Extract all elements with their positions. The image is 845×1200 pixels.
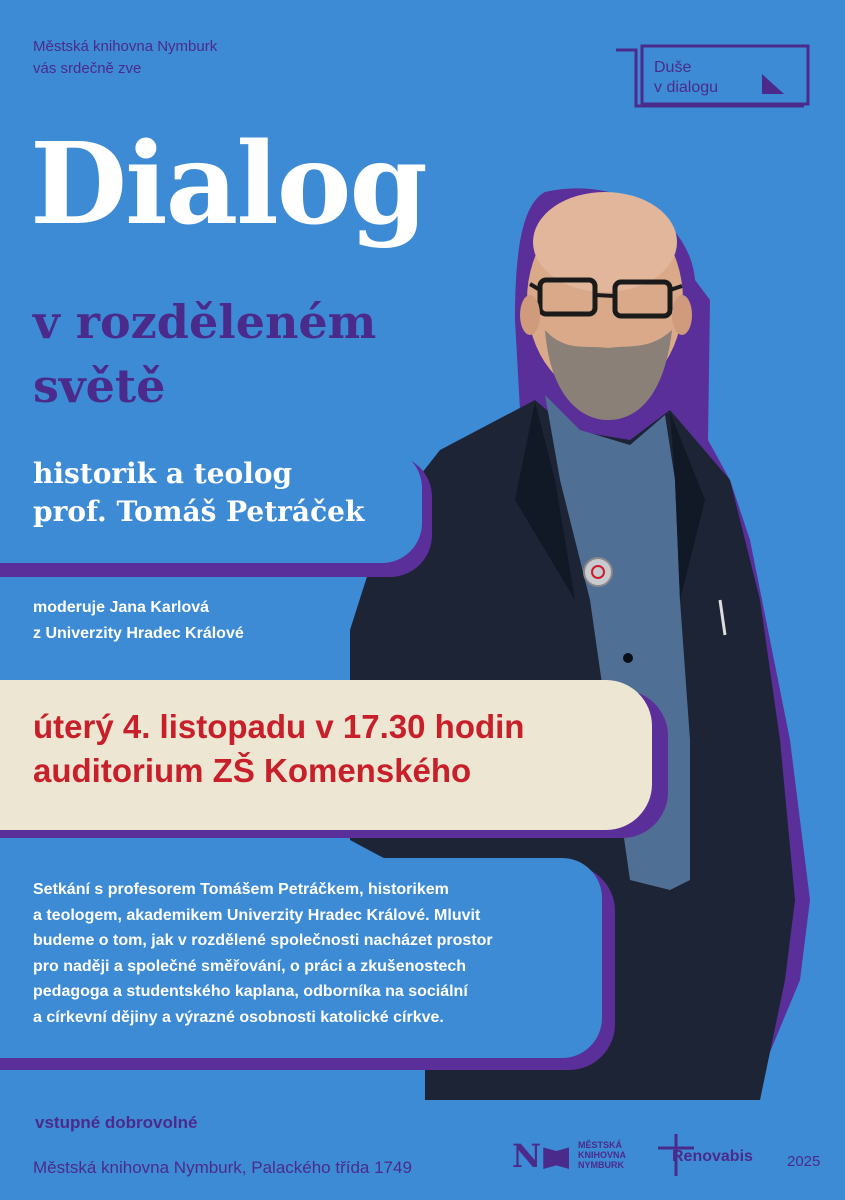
library-logo-line3: NYMBURK	[578, 1160, 624, 1170]
series-logo	[654, 58, 718, 98]
subtitle	[33, 290, 376, 418]
organizer-intro	[33, 36, 217, 80]
series-logo-line2: v dialogu	[654, 79, 719, 96]
library-logo-line1: MĚSTSKÁ	[578, 1140, 623, 1150]
event-details	[33, 705, 524, 793]
event-date: úterý 4. listopadu v 17.30 hodin	[33, 708, 525, 745]
description-line: a teologem, akademikem Univerzity Hradec Králové. Mluvit	[33, 906, 481, 924]
library-logo-mark	[512, 1137, 569, 1175]
library-logo-line2: KNIHOVNA	[578, 1150, 627, 1160]
event-venue: auditorium ZŠ Komenského	[33, 752, 472, 789]
description-line: budeme o tom, jak v rozdělené společnosti nacházet prostor	[33, 932, 493, 949]
speaker-name: prof. Tomáš Petráček	[33, 495, 365, 528]
description-line: a církevní dějiny a výrazné osobnosti katolické církve.	[33, 1008, 444, 1026]
subtitle-line2: světě	[33, 359, 166, 413]
library-logo-letter: N	[512, 1137, 542, 1175]
moderator-name: moderuje Jana Karlová	[33, 599, 210, 616]
description	[33, 877, 593, 1030]
admission-note: vstupné dobrovolné	[35, 1113, 198, 1132]
partner-logo: Renovabis	[672, 1148, 753, 1165]
venue-address: Městská knihovna Nymburk, Palackého třída 1749	[33, 1158, 412, 1177]
subtitle-line1: v rozděleném	[33, 295, 377, 349]
organizer-name: Městská knihovna Nymburk	[33, 38, 218, 55]
library-logo-text	[578, 1140, 626, 1170]
moderator-affiliation: z Univerzity Hradec Králové	[33, 625, 244, 642]
description-line: Setkání s profesorem Tomášem Petráčkem, historikem	[33, 881, 449, 898]
series-logo-line1: Duše	[654, 59, 692, 76]
speaker-role: historik a teolog	[33, 457, 293, 490]
speaker-info	[33, 455, 364, 531]
book-icon	[543, 1145, 569, 1169]
year: 2025	[787, 1153, 821, 1170]
moderator-info	[33, 595, 244, 647]
description-line: pro naději a společné směřování, o práci a zkušenostech	[33, 957, 467, 975]
description-line: pedagoga a studentského kaplana, odborníka na sociální	[33, 983, 468, 1000]
main-title: Dialog	[30, 119, 426, 250]
invitation-text: vás srdečně zve	[33, 60, 142, 77]
